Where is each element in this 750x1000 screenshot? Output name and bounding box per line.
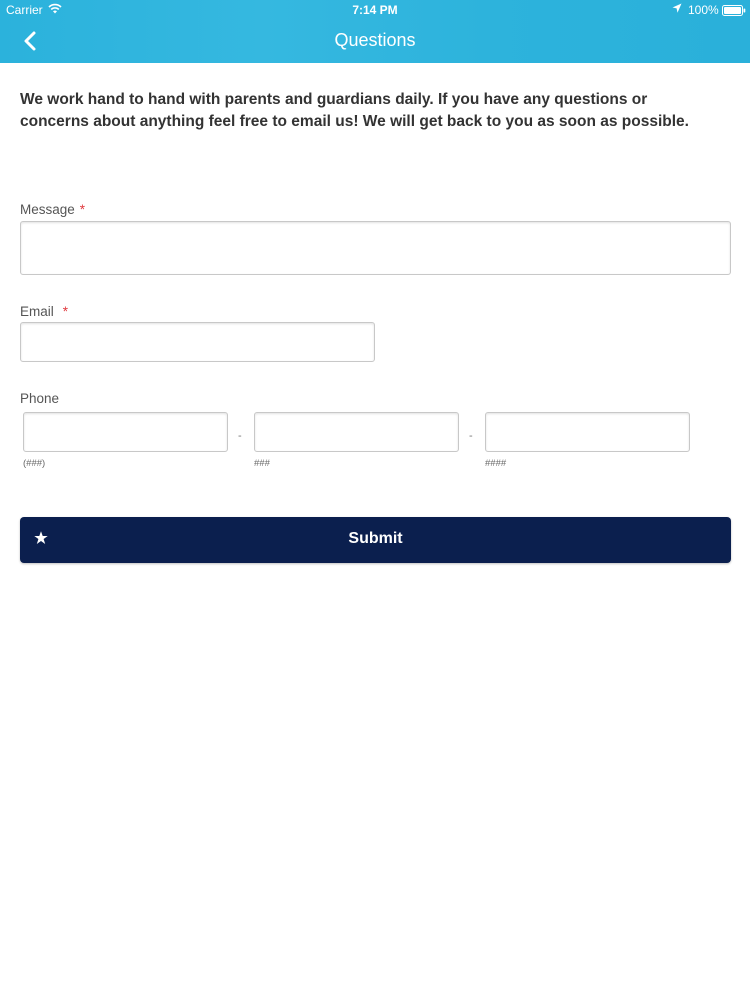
phone-area-code-field[interactable]	[23, 412, 228, 452]
battery-icon	[722, 5, 746, 19]
page-title: Questions	[334, 30, 416, 50]
navigation-bar	[0, 20, 750, 63]
phone-line-number-hint: ####	[485, 458, 507, 469]
app-header	[0, 0, 750, 63]
battery-percentage: 100%	[688, 3, 719, 17]
email-label-text: Email	[20, 304, 54, 319]
email-field[interactable]	[20, 322, 375, 362]
submit-button[interactable]	[20, 517, 731, 563]
message-field[interactable]	[20, 221, 731, 275]
message-label-text: Message	[20, 202, 75, 217]
phone-label	[20, 391, 59, 406]
phone-separator: -	[469, 430, 473, 442]
phone-line-number-field[interactable]	[485, 412, 690, 452]
phone-separator: -	[238, 430, 242, 442]
message-label	[20, 202, 85, 217]
status-bar	[0, 0, 750, 20]
required-asterisk: *	[62, 304, 69, 319]
submit-label: Submit	[348, 530, 403, 547]
location-arrow-icon	[672, 3, 682, 17]
email-label	[20, 304, 68, 319]
phone-area-code-hint: (###)	[23, 458, 46, 469]
status-time: 7:14 PM	[352, 3, 398, 17]
phone-label-text: Phone	[20, 391, 60, 406]
phone-prefix-field[interactable]	[254, 412, 459, 452]
phone-prefix-hint: ###	[254, 458, 270, 469]
carrier-name: Carrier	[6, 3, 43, 17]
intro-text: We work hand to hand with parents and guardians daily. If you have any questions or concerns about anything feel free to email us! We will get back to you as soon as possible.	[20, 91, 689, 130]
required-asterisk: *	[79, 202, 86, 217]
